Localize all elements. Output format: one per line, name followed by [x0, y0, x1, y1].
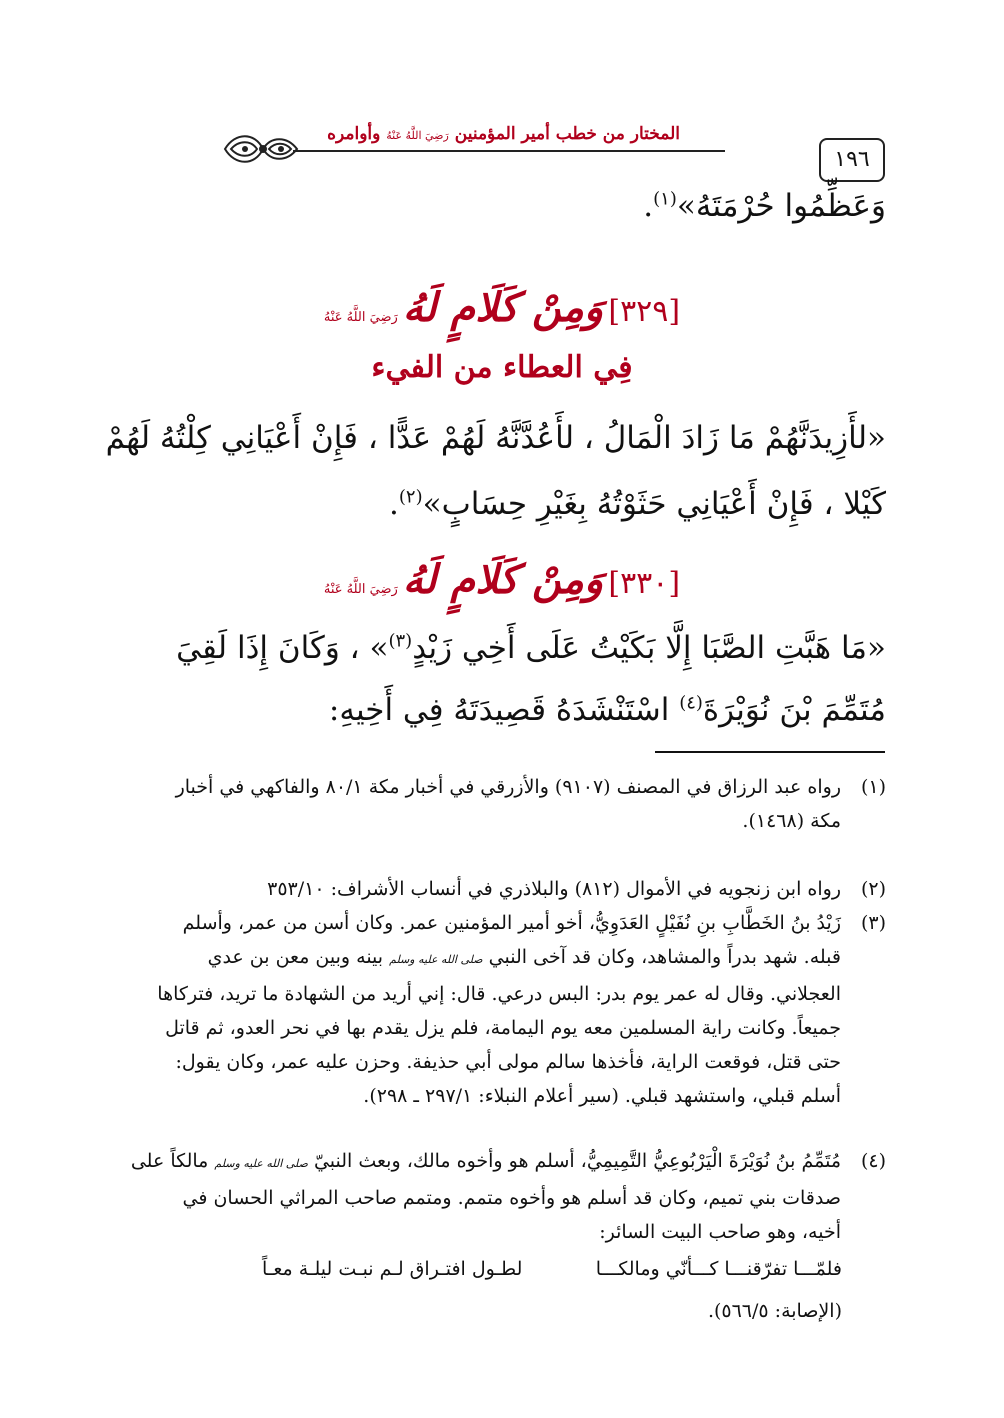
running-title-suffix: وأوامره — [327, 124, 381, 144]
section-330-line-1-b: » ، وَكَانَ إِذَا لَقِيَ — [176, 630, 389, 666]
poem-hemistich-2: لطـول افتـراق لـم نبـت ليلـة معـاً — [262, 1258, 523, 1280]
footnote-separator — [655, 751, 885, 753]
section-330-footnote-ref-4: (٤) — [679, 692, 703, 714]
footnote-2-number: (٢) — [860, 878, 886, 900]
section-329-subtitle: فِي العطاء من الفيء — [371, 350, 633, 385]
section-329-line-1: «لأَزِيدَنَّهُمْ مَا زَادَ الْمَالُ ، لأَعُدَّنَّهُ لَهُمْ عَدًّا ، فَإِنْ أَعْيَانِي كِلْتُهُ لَهُمْ — [105, 420, 886, 456]
intro-footnote-ref: (١) — [653, 188, 677, 210]
section-330-footnote-ref-3: (٣) — [388, 630, 413, 652]
section-330-line-2-a: مُتَمِّمَ بْنَ نُوَيْرَةَ — [702, 692, 886, 728]
footnote-4 — [116, 1144, 886, 1249]
footnote-2 — [116, 872, 886, 906]
section-330-number: [٣٣٠] — [608, 566, 681, 601]
footnote-3-line-2-text: قبله. شهد بدراً والمشاهد، وكان قد آخى النبي — [488, 946, 841, 968]
section-329-heading — [0, 284, 1004, 331]
footnote-3-line-2-rest: بينه وبين معن بن عدي — [207, 946, 384, 968]
section-330-line-1-a: «مَا هَبَّتِ الصَّبَا إِلَّا بَكَيْتُ عَلَى أَخِي زَيْدٍ — [412, 630, 886, 666]
footnote-4-source: (الإصابة: ٥٦٦/٥). — [707, 1300, 842, 1322]
footnote-4-line-1-rest: مالكاً على — [130, 1150, 209, 1172]
footnote-3-line-1: زَيْدُ بنُ الخَطَّابِ بنِ نُفَيْلٍ العَدَوِيُّ، أخو أمير المؤمنين عمر. وكان أسن من عمر، وأسلم — [182, 912, 841, 934]
footnote-1 — [116, 770, 886, 838]
footnote-3 — [116, 906, 886, 1113]
footnote-4-line-1-text: مُتَمِّمُ بنُ نُوَيْرَةَ الْيَرْبُوعِيُّ التَّمِيمِيُّ، أسلم هو وأخوه مالك، وبعث النبيّ — [313, 1150, 841, 1172]
footnote-1-line-1: رواه عبد الرزاق في المصنف (٩١٠٧) والأزرقي في أخبار مكة ٨٠/١ والفاكهي في أخبار — [175, 776, 841, 798]
section-330-line-2-b: اسْتَنْشَدَهُ قَصِيدَتَهُ فِي أَخِيهِ: — [328, 692, 680, 728]
footnote-4-number: (٤) — [860, 1150, 886, 1172]
footnote-3-line-3: العجلاني. وقال له عمر يوم بدر: البس درعي. قال: إني أريد من الشهادة ما تريد، فتركاها — [157, 983, 841, 1005]
footnote-4-honorific: صلى الله عليه وسلم — [214, 1157, 308, 1170]
footnote-3-honorific: صلى الله عليه وسلم — [389, 953, 483, 966]
running-header — [215, 120, 885, 180]
intro-text: وَعَظِّمُوا حُرْمَتَهُ» — [676, 188, 886, 224]
footnote-1-line-2: مكة (١٤٦٨). — [742, 810, 841, 832]
footnote-4-line-1 — [116, 1144, 841, 1181]
footnote-2-line-1: رواه ابن زنجويه في الأموال (٨١٢) والبلاذري في أنساب الأشراف: ٣٥٣/١٠ — [267, 878, 841, 900]
intro-end: . — [643, 188, 654, 224]
section-330-heading — [0, 556, 1004, 603]
section-330-title: وَمِنْ كَلَامٍ لَهُ — [402, 556, 604, 603]
footnote-3-number: (٣) — [860, 912, 886, 934]
poem-hemistich-1: فلمّـــا تفرّقنـــا كـــأنّي ومالكـــا — [595, 1258, 842, 1280]
running-title-text: المختار من خطب أمير المؤمنين — [454, 124, 680, 144]
section-330-line-1 — [176, 630, 886, 666]
footnote-3-line-4: جميعاً. وكانت راية المسلمين معه يوم اليمامة، فلم يزل يقدم بها في نحر العدو، ثم قاتل — [165, 1017, 841, 1039]
section-329-line-2 — [389, 486, 886, 522]
footnote-1-number: (١) — [860, 776, 886, 798]
intro-line — [643, 188, 886, 224]
footnote-4-line-3: أخيه، وهو صاحب البيت السائر: — [599, 1221, 841, 1243]
section-329-number: [٣٢٩] — [608, 294, 681, 329]
page-number: ١٩٦ — [819, 138, 885, 182]
footnote-3-line-5: حتى قتل، فوقعت الراية، فأخذها سالم مولى أبي حذيفة. وحزن عليه عمر، وكان يقول: — [175, 1051, 841, 1073]
header-rule — [293, 150, 725, 152]
section-330-line-2 — [329, 692, 886, 728]
section-330-honorific: رَضِيَ اللَّهُ عَنْهُ — [323, 582, 398, 597]
running-title-honorific: رَضِيَ اللَّهُ عَنْهُ — [386, 129, 449, 142]
section-329-honorific: رَضِيَ اللَّهُ عَنْهُ — [323, 310, 398, 325]
section-329-title: وَمِنْ كَلَامٍ لَهُ — [402, 284, 604, 331]
footnote-3-line-2 — [116, 940, 841, 977]
header-ornament-icon — [215, 124, 305, 174]
section-329-subtitle-wrap — [0, 350, 1004, 385]
footnote-4-line-2: صدقات بني تميم، وكان قد أسلم هو وأخوه متمم. ومتمم صاحب المراثي الحسان في — [182, 1187, 841, 1209]
section-329-line-2-end: . — [389, 486, 399, 522]
section-329-footnote-ref: (٢) — [398, 486, 423, 508]
section-329-line-2-text: كَيْلا ، فَإِنْ أَعْيَانِي حَثَوْتُهُ بِغَيْرِ حِسَابٍ» — [422, 486, 886, 522]
footnote-3-line-6: أسلم قبلي، واستشهد قبلي. (سير أعلام النبلاء: ٢٩٧/١ ـ ٢٩٨). — [363, 1085, 841, 1107]
running-title — [327, 124, 680, 144]
